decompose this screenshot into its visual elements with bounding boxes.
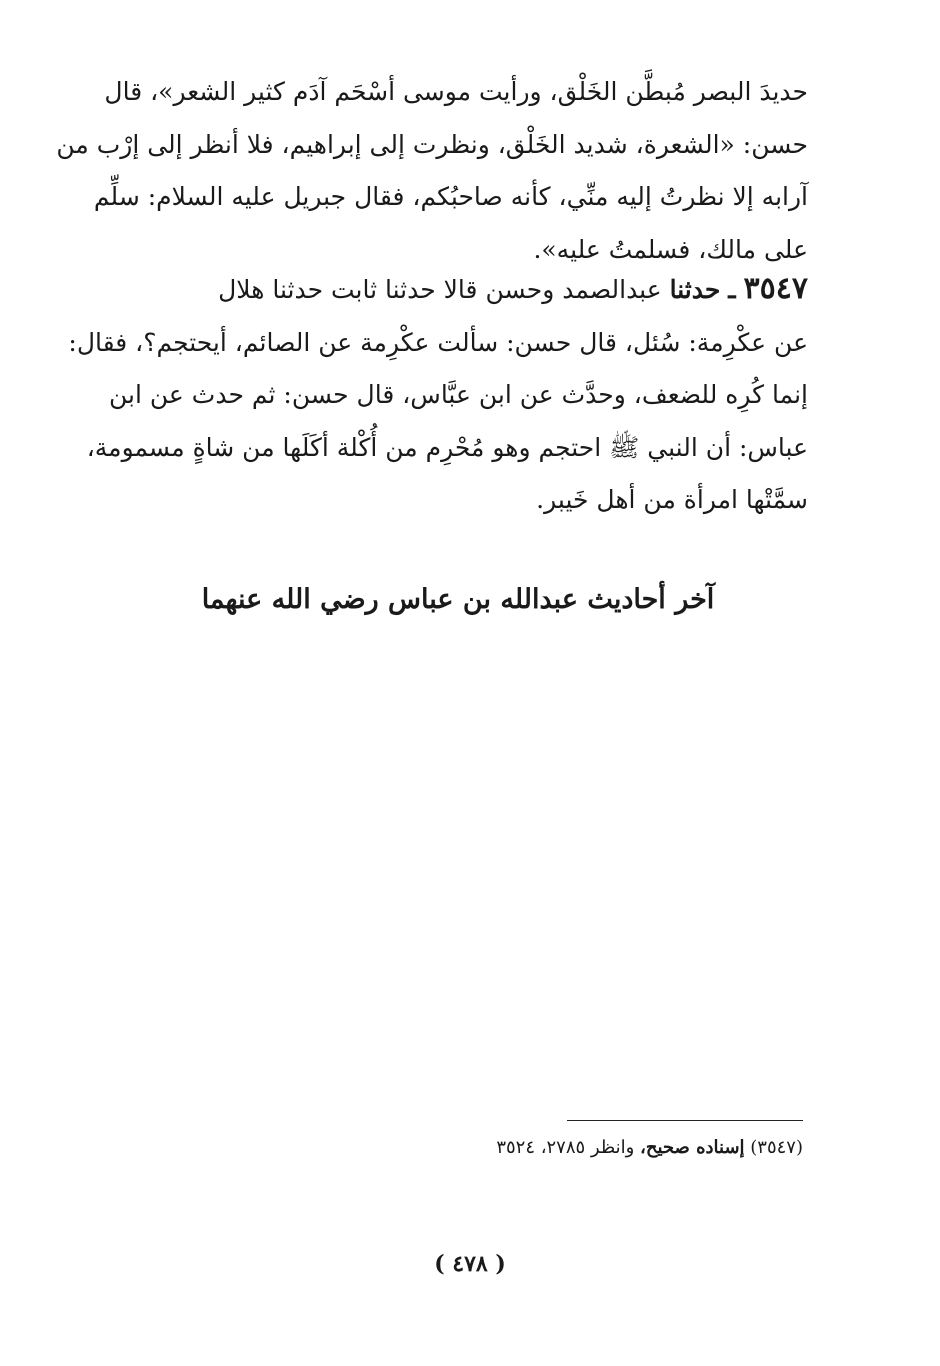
hadith-number: ٣٥٤٧ [743,271,808,306]
hadith-first-line [108,263,808,317]
text-line: على مالك، فسلمتُ عليه». [533,234,808,264]
footnote-grading: إسناده صحيح، [640,1137,745,1158]
page-number: ( ٤٧٨ ) [434,1251,506,1277]
text-line: عباس: أن النبي ﷺ احتجم وهو مُحْرِم من أُكْلة أكَلَها من شاةٍ مسمومة، [86,432,808,462]
hadith-dash: ـ [728,275,736,304]
footnote-cross-reference: وانظر ٢٧٨٥، ٣٥٢٤ [496,1137,635,1158]
hadith-3547-paragraph [68,263,808,527]
footnote-divider [567,1120,803,1121]
footnote-reference: (٣٥٤٧) [750,1137,803,1158]
hadith-lead-word: حدثنا [669,275,721,304]
hadith-first-line-text: عبدالصمد وحسن قالا حدثنا ثابت حدثنا هلال [218,275,662,304]
text-line: عن عكْرِمة: سُئل، قال حسن: سألت عكْرِمة عن الصائم، أيحتجم؟، فقال: [68,327,808,357]
text-line: إنما كُرِه للضعف، وحدَّث عن ابن عبَّاس، قال حسن: ثم حدث عن ابن [109,380,808,409]
text-line: آرابه إلا نظرتُ إليه منِّي، كأنه صاحبُكم، فقال جبريل عليه السلام: سلِّم [93,182,808,211]
text-line: سمَّتْها امرأة من أهل خَيبر. [536,485,808,514]
text-line: حسن: «الشعرة، شديد الخَلْق، ونظرت إلى إبراهيم، فلا أنظر إلى إرْب من [56,129,808,159]
footnote [108,1128,803,1168]
text-line: حديدَ البصر مُبطَّن الخَلْق، ورأيت موسى أسْحَم آدَم كثير الشعر»، قال [104,77,808,106]
hadith-continuation-paragraph [56,66,808,276]
section-closing-heading: آخر أحاديث عبدالله بن عباس رضي الله عنهما [201,584,715,615]
